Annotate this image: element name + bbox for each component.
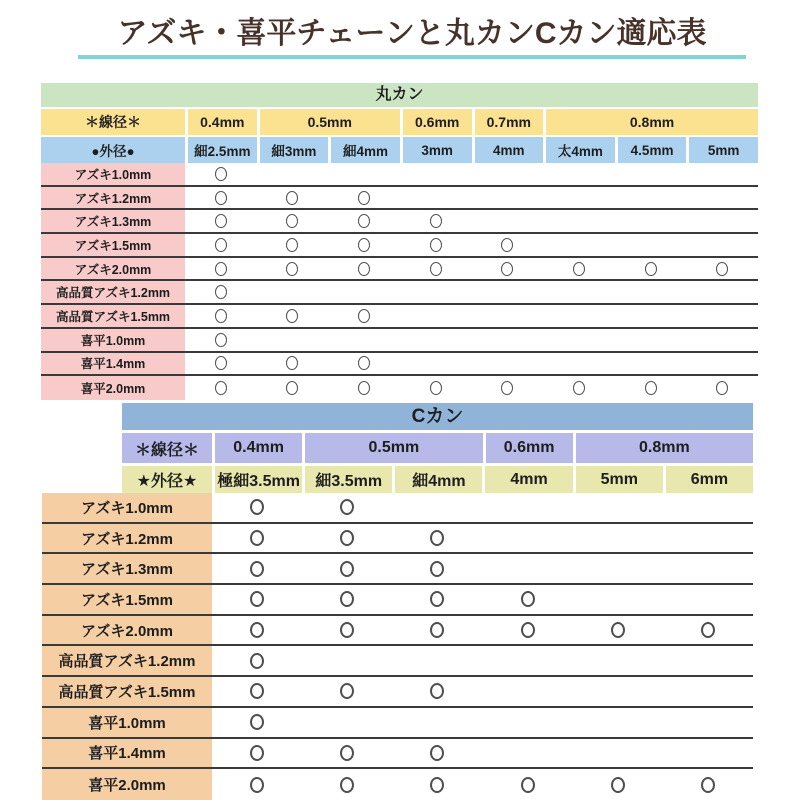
compat-cell: [302, 585, 392, 614]
compat-cell: [663, 493, 753, 522]
compat-cell: [482, 646, 572, 675]
compat-cell: [400, 258, 472, 280]
compat-cell: [392, 739, 482, 768]
compat-cell: [392, 769, 482, 800]
compat-cell: [482, 739, 572, 768]
compat-cell: [663, 554, 753, 583]
compat-cell: [212, 708, 302, 737]
compat-cell: [328, 187, 400, 209]
compat-cell: [400, 187, 472, 209]
compat-cell: [615, 281, 687, 303]
table-row: [41, 305, 758, 329]
compat-cell: [482, 677, 572, 706]
chain-type-label: アズキ1.3mm: [42, 554, 212, 583]
compat-cell: [185, 163, 257, 185]
marukan-outer-diameter-value: 細2.5mm: [185, 137, 257, 163]
circle-mark-icon: [521, 591, 535, 607]
circle-mark-icon: [215, 309, 227, 323]
compat-cell: [212, 585, 302, 614]
compat-cell: [328, 305, 400, 327]
compat-cell: [573, 708, 663, 737]
compat-cell: [212, 493, 302, 522]
ckan-outer-diameter-value: 細3.5mm: [302, 466, 392, 493]
compat-cell: [472, 281, 544, 303]
compat-cell: [257, 163, 329, 185]
circle-mark-icon: [645, 381, 657, 395]
circle-mark-icon: [340, 591, 354, 607]
ckan-outer-diameter-row: [122, 466, 753, 493]
compat-cell: [257, 329, 329, 351]
table-row: [41, 376, 758, 400]
compat-cell: [302, 739, 392, 768]
circle-mark-icon: [340, 683, 354, 699]
circle-mark-icon: [430, 683, 444, 699]
ckan-outer-diameter-value: 細4mm: [392, 466, 482, 493]
circle-mark-icon: [250, 591, 264, 607]
circle-mark-icon: [501, 262, 513, 276]
compat-cell: [302, 493, 392, 522]
compat-cell: [472, 163, 544, 185]
circle-mark-icon: [340, 745, 354, 761]
circle-mark-icon: [521, 622, 535, 638]
marukan-wire-diameter-value: 0.6mm: [400, 109, 472, 135]
circle-mark-icon: [340, 530, 354, 546]
chain-type-label: 喜平1.0mm: [42, 708, 212, 737]
compat-cell: [573, 769, 663, 800]
compat-cell: [400, 329, 472, 351]
circle-mark-icon: [250, 561, 264, 577]
circle-mark-icon: [430, 262, 442, 276]
compat-cell: [185, 305, 257, 327]
compat-cell: [543, 187, 615, 209]
ckan-outer-diameter-label: ★外径★: [122, 466, 212, 493]
chain-type-label: 高品質アズキ1.2mm: [42, 646, 212, 675]
compat-cell: [615, 258, 687, 280]
compat-cell: [686, 258, 758, 280]
compat-cell: [573, 616, 663, 645]
marukan-outer-diameter-row: [41, 137, 758, 163]
chain-type-label: 高品質アズキ1.5mm: [41, 305, 185, 327]
table-row: [42, 493, 753, 524]
marukan-outer-diameter-value: 細3mm: [257, 137, 329, 163]
circle-mark-icon: [215, 238, 227, 252]
compat-cell: [185, 329, 257, 351]
chain-type-label: アズキ1.2mm: [41, 187, 185, 209]
circle-mark-icon: [286, 381, 298, 395]
compat-cell: [257, 353, 329, 375]
marukan-table-title: 丸カン: [41, 83, 758, 107]
chain-type-label: アズキ1.5mm: [41, 234, 185, 256]
circle-mark-icon: [215, 356, 227, 370]
chain-type-label: 高品質アズキ1.2mm: [41, 281, 185, 303]
compat-cell: [328, 353, 400, 375]
circle-mark-icon: [215, 333, 227, 347]
circle-mark-icon: [430, 381, 442, 395]
chain-type-label: アズキ1.3mm: [41, 210, 185, 232]
compat-cell: [472, 305, 544, 327]
table-row: [42, 646, 753, 677]
compat-cell: [472, 234, 544, 256]
compat-cell: [392, 554, 482, 583]
table-row: [41, 329, 758, 353]
compat-cell: [328, 210, 400, 232]
circle-mark-icon: [340, 499, 354, 515]
ckan-wire-diameter-value: 0.4mm: [212, 433, 302, 463]
ckan-table-title: Cカン: [122, 403, 753, 430]
circle-mark-icon: [358, 214, 370, 228]
compat-cell: [212, 646, 302, 675]
compat-cell: [472, 187, 544, 209]
circle-mark-icon: [701, 622, 715, 638]
compat-cell: [573, 739, 663, 768]
marukan-table: [41, 83, 758, 400]
marukan-wire-diameter-value: 0.4mm: [185, 109, 257, 135]
table-row: [41, 187, 758, 211]
compat-cell: [302, 616, 392, 645]
chain-type-label: アズキ2.0mm: [42, 616, 212, 645]
compat-cell: [663, 524, 753, 553]
table-row: [41, 163, 758, 187]
compat-cell: [392, 585, 482, 614]
compat-cell: [482, 769, 572, 800]
circle-mark-icon: [716, 381, 728, 395]
circle-mark-icon: [215, 191, 227, 205]
circle-mark-icon: [430, 214, 442, 228]
circle-mark-icon: [430, 777, 444, 793]
compat-cell: [615, 210, 687, 232]
compat-cell: [663, 708, 753, 737]
marukan-outer-diameter-value: 5mm: [686, 137, 758, 163]
circle-mark-icon: [573, 381, 585, 395]
chain-type-label: 喜平1.4mm: [42, 739, 212, 768]
table-row: [42, 554, 753, 585]
compat-cell: [257, 210, 329, 232]
circle-mark-icon: [573, 262, 585, 276]
circle-mark-icon: [716, 262, 728, 276]
circle-mark-icon: [286, 214, 298, 228]
table-row: [42, 708, 753, 739]
compat-cell: [663, 677, 753, 706]
compat-cell: [302, 708, 392, 737]
compat-cell: [543, 163, 615, 185]
compat-cell: [257, 234, 329, 256]
compat-cell: [257, 258, 329, 280]
compat-cell: [543, 353, 615, 375]
compat-cell: [686, 281, 758, 303]
marukan-outer-diameter-value: 4mm: [472, 137, 544, 163]
compat-cell: [212, 739, 302, 768]
compat-cell: [573, 524, 663, 553]
table-row: [41, 234, 758, 258]
marukan-outer-diameter-value: 太4mm: [543, 137, 615, 163]
circle-mark-icon: [250, 777, 264, 793]
compat-cell: [615, 234, 687, 256]
circle-mark-icon: [701, 777, 715, 793]
circle-mark-icon: [340, 777, 354, 793]
compat-cell: [472, 376, 544, 400]
circle-mark-icon: [250, 653, 264, 669]
compat-cell: [257, 187, 329, 209]
marukan-outer-diameter-value: 3mm: [400, 137, 472, 163]
marukan-outer-diameter-label: ●外径●: [41, 137, 185, 163]
compat-cell: [212, 769, 302, 800]
compat-cell: [615, 353, 687, 375]
compat-cell: [212, 677, 302, 706]
chain-type-label: 高品質アズキ1.5mm: [42, 677, 212, 706]
table-row: [42, 616, 753, 647]
compat-cell: [392, 677, 482, 706]
compat-cell: [257, 376, 329, 400]
compat-cell: [482, 493, 572, 522]
compat-cell: [615, 305, 687, 327]
compat-cell: [302, 524, 392, 553]
compat-cell: [482, 554, 572, 583]
ckan-rows: [42, 493, 753, 800]
circle-mark-icon: [286, 191, 298, 205]
ckan-wire-diameter-value: 0.6mm: [483, 433, 573, 463]
compat-cell: [400, 305, 472, 327]
compat-cell: [400, 210, 472, 232]
compat-cell: [472, 329, 544, 351]
compat-cell: [472, 258, 544, 280]
compat-cell: [543, 329, 615, 351]
circle-mark-icon: [501, 381, 513, 395]
table-row: [42, 585, 753, 616]
circle-mark-icon: [358, 356, 370, 370]
table-row: [42, 524, 753, 555]
circle-mark-icon: [286, 356, 298, 370]
chain-type-label: 喜平1.4mm: [41, 353, 185, 375]
marukan-outer-diameter-value: 4.5mm: [615, 137, 687, 163]
ckan-wire-diameter-label: ＊線径＊: [122, 433, 212, 463]
marukan-outer-diameter-value: 細4mm: [328, 137, 400, 163]
circle-mark-icon: [340, 561, 354, 577]
compat-cell: [543, 281, 615, 303]
chain-type-label: 喜平1.0mm: [41, 329, 185, 351]
compat-cell: [302, 677, 392, 706]
compat-cell: [302, 554, 392, 583]
circle-mark-icon: [430, 530, 444, 546]
compat-cell: [663, 739, 753, 768]
compat-cell: [543, 305, 615, 327]
compat-cell: [185, 281, 257, 303]
compat-cell: [615, 187, 687, 209]
circle-mark-icon: [215, 381, 227, 395]
compat-cell: [400, 163, 472, 185]
chain-type-label: アズキ1.2mm: [42, 524, 212, 553]
marukan-rows: [41, 163, 758, 400]
compat-cell: [212, 554, 302, 583]
chain-type-label: 喜平2.0mm: [42, 769, 212, 800]
circle-mark-icon: [250, 714, 264, 730]
ckan-wire-diameter-row: [122, 433, 753, 463]
compat-cell: [573, 677, 663, 706]
compat-cell: [392, 708, 482, 737]
chain-type-label: アズキ1.5mm: [42, 585, 212, 614]
compat-cell: [686, 329, 758, 351]
compat-cell: [663, 616, 753, 645]
marukan-wire-diameter-row: [41, 109, 758, 135]
table-row: [42, 677, 753, 708]
compat-cell: [185, 187, 257, 209]
compat-cell: [482, 708, 572, 737]
compat-cell: [686, 187, 758, 209]
chain-type-label: アズキ1.0mm: [41, 163, 185, 185]
ckan-table-header: [122, 403, 753, 493]
compat-cell: [482, 585, 572, 614]
compat-cell: [472, 210, 544, 232]
circle-mark-icon: [215, 214, 227, 228]
compat-cell: [328, 163, 400, 185]
circle-mark-icon: [340, 622, 354, 638]
compat-cell: [400, 376, 472, 400]
compat-cell: [392, 616, 482, 645]
compat-cell: [185, 210, 257, 232]
compat-cell: [185, 353, 257, 375]
table-row: [41, 258, 758, 282]
circle-mark-icon: [521, 777, 535, 793]
compat-cell: [543, 210, 615, 232]
chain-type-label: アズキ2.0mm: [41, 258, 185, 280]
circle-mark-icon: [286, 309, 298, 323]
circle-mark-icon: [430, 238, 442, 252]
compat-cell: [400, 353, 472, 375]
page-title-text: アズキ・喜平チェーンと丸カンCカン適応表: [117, 17, 707, 50]
circle-mark-icon: [430, 622, 444, 638]
circle-mark-icon: [286, 238, 298, 252]
compat-cell: [615, 163, 687, 185]
compat-cell: [663, 646, 753, 675]
circle-mark-icon: [215, 167, 227, 181]
compat-cell: [686, 305, 758, 327]
compat-cell: [686, 210, 758, 232]
circle-mark-icon: [215, 285, 227, 299]
circle-mark-icon: [215, 262, 227, 276]
compat-cell: [185, 258, 257, 280]
compat-cell: [400, 281, 472, 303]
compat-cell: [543, 258, 615, 280]
compat-cell: [472, 353, 544, 375]
circle-mark-icon: [611, 777, 625, 793]
circle-mark-icon: [430, 745, 444, 761]
compat-cell: [392, 646, 482, 675]
compat-cell: [302, 769, 392, 800]
table-row: [42, 739, 753, 770]
table-row: [42, 769, 753, 800]
compat-cell: [328, 258, 400, 280]
ckan-wire-diameter-value: 0.8mm: [573, 433, 753, 463]
compat-cell: [392, 524, 482, 553]
circle-mark-icon: [358, 238, 370, 252]
compat-cell: [573, 493, 663, 522]
marukan-wire-diameter-value: 0.7mm: [472, 109, 544, 135]
table-row: [41, 281, 758, 305]
compat-cell: [185, 234, 257, 256]
compat-cell: [392, 493, 482, 522]
ckan-outer-diameter-value: 5mm: [573, 466, 663, 493]
compat-cell: [663, 585, 753, 614]
circle-mark-icon: [501, 238, 513, 252]
compat-cell: [328, 376, 400, 400]
circle-mark-icon: [250, 745, 264, 761]
table-row: [41, 353, 758, 377]
circle-mark-icon: [358, 309, 370, 323]
compat-cell: [686, 376, 758, 400]
circle-mark-icon: [358, 262, 370, 276]
circle-mark-icon: [250, 683, 264, 699]
circle-mark-icon: [250, 499, 264, 515]
compat-cell: [328, 281, 400, 303]
compat-cell: [482, 616, 572, 645]
compat-cell: [185, 376, 257, 400]
ckan-outer-diameter-value: 4mm: [482, 466, 572, 493]
compat-cell: [328, 234, 400, 256]
circle-mark-icon: [611, 622, 625, 638]
compat-cell: [257, 305, 329, 327]
compat-cell: [686, 163, 758, 185]
marukan-wire-diameter-value: 0.8mm: [543, 109, 758, 135]
marukan-wire-diameter-label: ＊線径＊: [41, 109, 185, 135]
circle-mark-icon: [250, 530, 264, 546]
chain-type-label: アズキ1.0mm: [42, 493, 212, 522]
compat-cell: [686, 353, 758, 375]
compat-cell: [573, 554, 663, 583]
compat-cell: [663, 769, 753, 800]
compat-cell: [482, 524, 572, 553]
ckan-outer-diameter-value: 6mm: [663, 466, 753, 493]
ckan-outer-diameter-value: 極細3.5mm: [212, 466, 302, 493]
compat-cell: [573, 646, 663, 675]
circle-mark-icon: [286, 262, 298, 276]
page-title: [78, 12, 746, 59]
compat-cell: [400, 234, 472, 256]
compat-cell: [543, 376, 615, 400]
circle-mark-icon: [358, 381, 370, 395]
circle-mark-icon: [358, 191, 370, 205]
compat-cell: [257, 281, 329, 303]
compat-cell: [615, 376, 687, 400]
compat-cell: [573, 585, 663, 614]
compat-cell: [543, 234, 615, 256]
compat-cell: [615, 329, 687, 351]
circle-mark-icon: [645, 262, 657, 276]
circle-mark-icon: [430, 591, 444, 607]
compat-cell: [328, 329, 400, 351]
table-row: [41, 210, 758, 234]
compat-cell: [302, 646, 392, 675]
compat-cell: [212, 616, 302, 645]
circle-mark-icon: [430, 561, 444, 577]
compat-cell: [686, 234, 758, 256]
ckan-wire-diameter-value: 0.5mm: [302, 433, 482, 463]
marukan-wire-diameter-value: 0.5mm: [257, 109, 400, 135]
compat-cell: [212, 524, 302, 553]
circle-mark-icon: [250, 622, 264, 638]
chain-type-label: 喜平2.0mm: [41, 376, 185, 400]
